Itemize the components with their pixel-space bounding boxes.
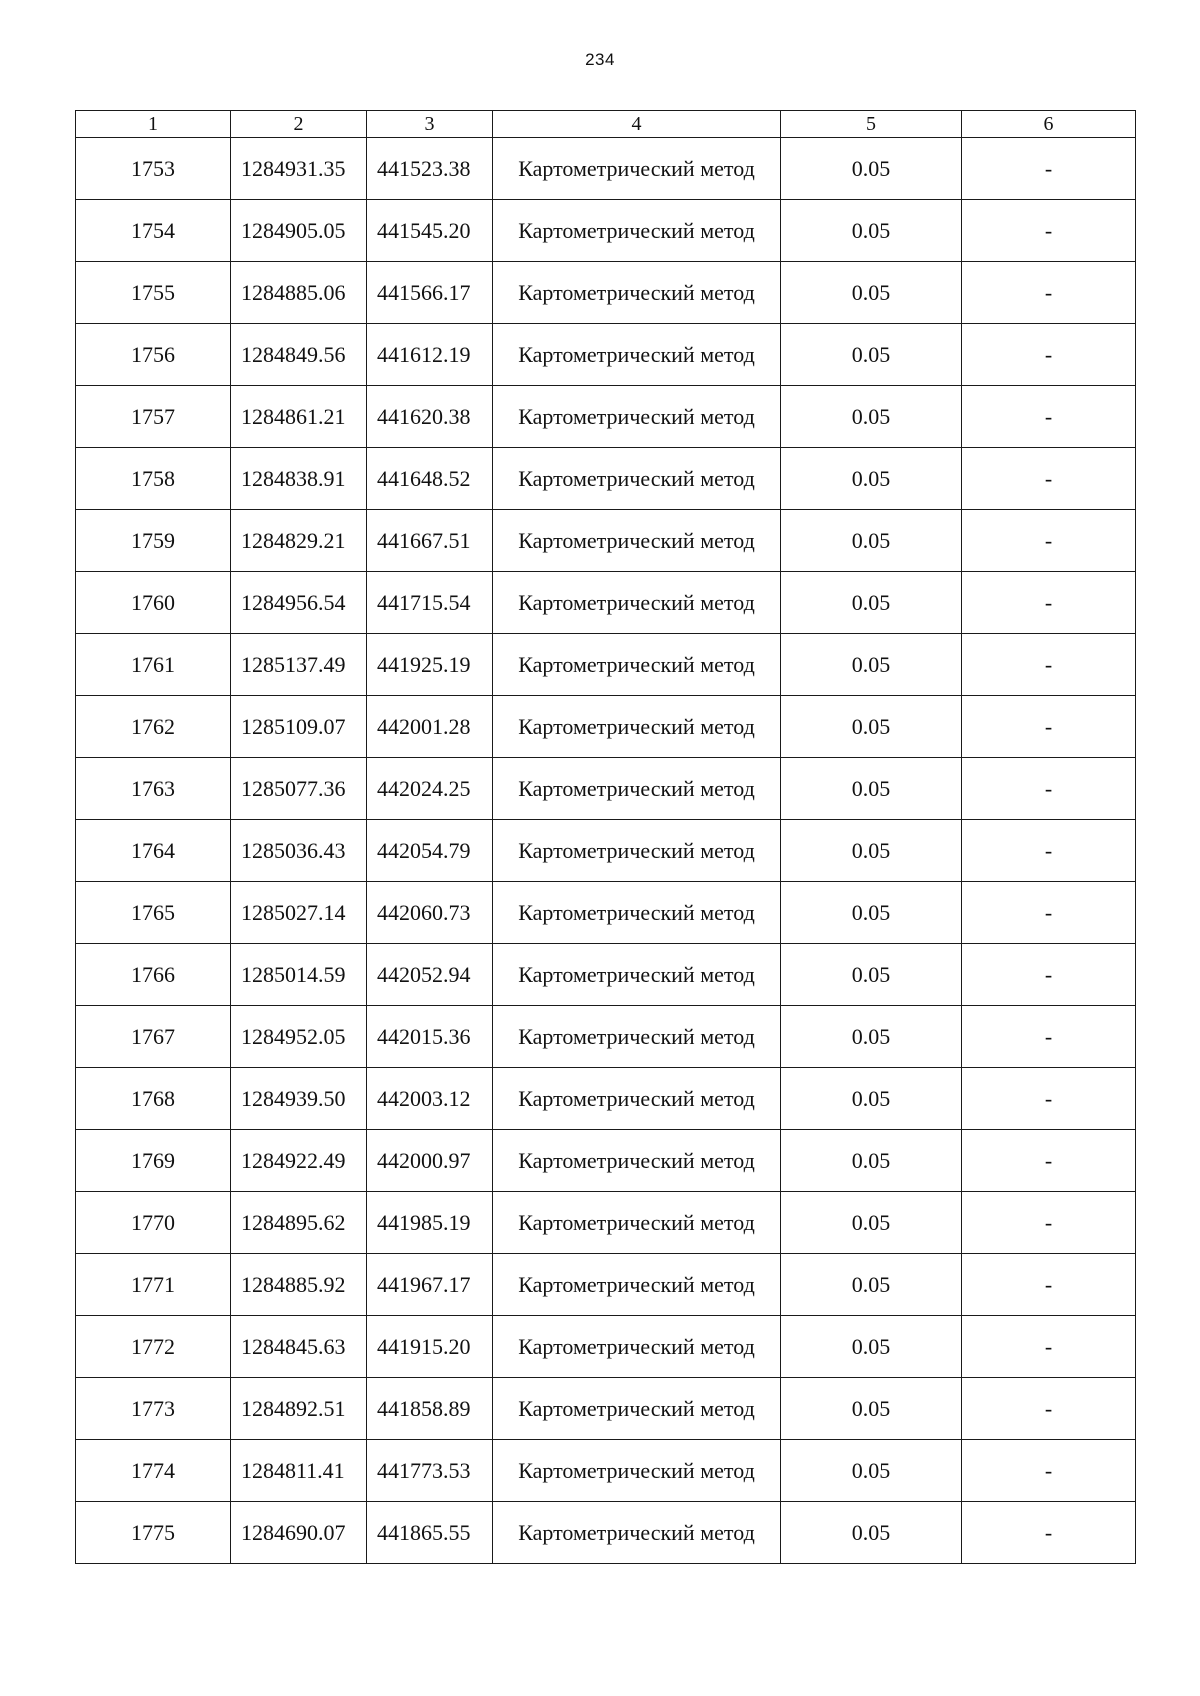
method-cell: Картометрический метод (493, 386, 781, 448)
accuracy-cell: 0.05 (781, 758, 962, 820)
point-number-cell: 1771 (76, 1254, 231, 1316)
note-cell: - (962, 386, 1136, 448)
x-coordinate-cell: 1284895.62 (231, 1192, 367, 1254)
y-coordinate-cell: 441773.53 (367, 1440, 493, 1502)
table-row (76, 758, 1136, 820)
point-number-cell: 1753 (76, 138, 231, 200)
method-cell: Картометрический метод (493, 696, 781, 758)
point-number-cell: 1766 (76, 944, 231, 1006)
y-coordinate-cell: 441545.20 (367, 200, 493, 262)
table-row (76, 696, 1136, 758)
note-cell: - (962, 696, 1136, 758)
note-cell: - (962, 572, 1136, 634)
accuracy-cell: 0.05 (781, 510, 962, 572)
column-header-2: 2 (231, 111, 367, 138)
method-cell: Картометрический метод (493, 1316, 781, 1378)
table-row (76, 1378, 1136, 1440)
note-cell: - (962, 1378, 1136, 1440)
note-cell: - (962, 882, 1136, 944)
table-row (76, 1440, 1136, 1502)
y-coordinate-cell: 441985.19 (367, 1192, 493, 1254)
x-coordinate-cell: 1285036.43 (231, 820, 367, 882)
y-coordinate-cell: 442015.36 (367, 1006, 493, 1068)
y-coordinate-cell: 441620.38 (367, 386, 493, 448)
method-cell: Картометрический метод (493, 324, 781, 386)
note-cell: - (962, 758, 1136, 820)
y-coordinate-cell: 442003.12 (367, 1068, 493, 1130)
y-coordinate-cell: 441865.55 (367, 1502, 493, 1564)
table-row (76, 1130, 1136, 1192)
method-cell: Картометрический метод (493, 1130, 781, 1192)
point-number-cell: 1756 (76, 324, 231, 386)
table-row (76, 386, 1136, 448)
table-row (76, 1192, 1136, 1254)
y-coordinate-cell: 442024.25 (367, 758, 493, 820)
table-row (76, 200, 1136, 262)
accuracy-cell: 0.05 (781, 1502, 962, 1564)
accuracy-cell: 0.05 (781, 696, 962, 758)
note-cell: - (962, 324, 1136, 386)
note-cell: - (962, 1316, 1136, 1378)
table-row (76, 324, 1136, 386)
y-coordinate-cell: 441523.38 (367, 138, 493, 200)
method-cell: Картометрический метод (493, 1254, 781, 1316)
x-coordinate-cell: 1284885.06 (231, 262, 367, 324)
point-number-cell: 1773 (76, 1378, 231, 1440)
method-cell: Картометрический метод (493, 200, 781, 262)
method-cell: Картометрический метод (493, 1378, 781, 1440)
accuracy-cell: 0.05 (781, 944, 962, 1006)
accuracy-cell: 0.05 (781, 1316, 962, 1378)
point-number-cell: 1764 (76, 820, 231, 882)
point-number-cell: 1767 (76, 1006, 231, 1068)
point-number-cell: 1765 (76, 882, 231, 944)
table-row (76, 1068, 1136, 1130)
x-coordinate-cell: 1284829.21 (231, 510, 367, 572)
y-coordinate-cell: 442060.73 (367, 882, 493, 944)
accuracy-cell: 0.05 (781, 262, 962, 324)
point-number-cell: 1759 (76, 510, 231, 572)
note-cell: - (962, 448, 1136, 510)
accuracy-cell: 0.05 (781, 138, 962, 200)
note-cell: - (962, 200, 1136, 262)
y-coordinate-cell: 441925.19 (367, 634, 493, 696)
y-coordinate-cell: 441612.19 (367, 324, 493, 386)
note-cell: - (962, 1254, 1136, 1316)
accuracy-cell: 0.05 (781, 1006, 962, 1068)
note-cell: - (962, 944, 1136, 1006)
y-coordinate-cell: 441648.52 (367, 448, 493, 510)
method-cell: Картометрический метод (493, 820, 781, 882)
method-cell: Картометрический метод (493, 1192, 781, 1254)
x-coordinate-cell: 1284931.35 (231, 138, 367, 200)
table-header (76, 111, 1136, 138)
point-number-cell: 1768 (76, 1068, 231, 1130)
point-number-cell: 1754 (76, 200, 231, 262)
x-coordinate-cell: 1285137.49 (231, 634, 367, 696)
table-row (76, 1502, 1136, 1564)
x-coordinate-cell: 1285077.36 (231, 758, 367, 820)
table-row (76, 572, 1136, 634)
x-coordinate-cell: 1285109.07 (231, 696, 367, 758)
point-number-cell: 1760 (76, 572, 231, 634)
y-coordinate-cell: 442052.94 (367, 944, 493, 1006)
point-number-cell: 1762 (76, 696, 231, 758)
point-number-cell: 1774 (76, 1440, 231, 1502)
note-cell: - (962, 1440, 1136, 1502)
method-cell: Картометрический метод (493, 510, 781, 572)
method-cell: Картометрический метод (493, 758, 781, 820)
column-header-1: 1 (76, 111, 231, 138)
page-number: 234 (585, 50, 615, 69)
point-number-cell: 1755 (76, 262, 231, 324)
table-row (76, 1006, 1136, 1068)
method-cell: Картометрический метод (493, 634, 781, 696)
accuracy-cell: 0.05 (781, 1254, 962, 1316)
x-coordinate-cell: 1285027.14 (231, 882, 367, 944)
note-cell: - (962, 820, 1136, 882)
note-cell: - (962, 1130, 1136, 1192)
table-body (76, 138, 1136, 1564)
method-cell: Картометрический метод (493, 448, 781, 510)
note-cell: - (962, 510, 1136, 572)
y-coordinate-cell: 441667.51 (367, 510, 493, 572)
method-cell: Картометрический метод (493, 262, 781, 324)
method-cell: Картометрический метод (493, 1068, 781, 1130)
y-coordinate-cell: 442054.79 (367, 820, 493, 882)
method-cell: Картометрический метод (493, 944, 781, 1006)
x-coordinate-cell: 1284905.05 (231, 200, 367, 262)
table-row (76, 882, 1136, 944)
accuracy-cell: 0.05 (781, 386, 962, 448)
x-coordinate-cell: 1284861.21 (231, 386, 367, 448)
x-coordinate-cell: 1284690.07 (231, 1502, 367, 1564)
table-row (76, 944, 1136, 1006)
point-number-cell: 1758 (76, 448, 231, 510)
accuracy-cell: 0.05 (781, 1378, 962, 1440)
y-coordinate-cell: 442000.97 (367, 1130, 493, 1192)
accuracy-cell: 0.05 (781, 572, 962, 634)
coordinates-table (75, 110, 1136, 1564)
column-header-6: 6 (962, 111, 1136, 138)
note-cell: - (962, 138, 1136, 200)
note-cell: - (962, 1068, 1136, 1130)
accuracy-cell: 0.05 (781, 1440, 962, 1502)
x-coordinate-cell: 1284849.56 (231, 324, 367, 386)
accuracy-cell: 0.05 (781, 882, 962, 944)
header-row (76, 111, 1136, 138)
y-coordinate-cell: 441915.20 (367, 1316, 493, 1378)
note-cell: - (962, 1192, 1136, 1254)
accuracy-cell: 0.05 (781, 1068, 962, 1130)
accuracy-cell: 0.05 (781, 324, 962, 386)
accuracy-cell: 0.05 (781, 634, 962, 696)
x-coordinate-cell: 1284892.51 (231, 1378, 367, 1440)
point-number-cell: 1769 (76, 1130, 231, 1192)
table-row (76, 510, 1136, 572)
column-header-3: 3 (367, 111, 493, 138)
accuracy-cell: 0.05 (781, 448, 962, 510)
x-coordinate-cell: 1284811.41 (231, 1440, 367, 1502)
x-coordinate-cell: 1284885.92 (231, 1254, 367, 1316)
table-row (76, 138, 1136, 200)
table-row (76, 820, 1136, 882)
y-coordinate-cell: 441715.54 (367, 572, 493, 634)
accuracy-cell: 0.05 (781, 1192, 962, 1254)
note-cell: - (962, 262, 1136, 324)
column-header-5: 5 (781, 111, 962, 138)
accuracy-cell: 0.05 (781, 820, 962, 882)
column-header-4: 4 (493, 111, 781, 138)
x-coordinate-cell: 1284922.49 (231, 1130, 367, 1192)
note-cell: - (962, 1502, 1136, 1564)
method-cell: Картометрический метод (493, 1440, 781, 1502)
accuracy-cell: 0.05 (781, 1130, 962, 1192)
table-row (76, 262, 1136, 324)
point-number-cell: 1763 (76, 758, 231, 820)
x-coordinate-cell: 1284845.63 (231, 1316, 367, 1378)
method-cell: Картометрический метод (493, 138, 781, 200)
note-cell: - (962, 1006, 1136, 1068)
accuracy-cell: 0.05 (781, 200, 962, 262)
y-coordinate-cell: 441858.89 (367, 1378, 493, 1440)
x-coordinate-cell: 1284939.50 (231, 1068, 367, 1130)
table-row (76, 1316, 1136, 1378)
x-coordinate-cell: 1284956.54 (231, 572, 367, 634)
point-number-cell: 1775 (76, 1502, 231, 1564)
y-coordinate-cell: 441967.17 (367, 1254, 493, 1316)
point-number-cell: 1770 (76, 1192, 231, 1254)
y-coordinate-cell: 441566.17 (367, 262, 493, 324)
method-cell: Картометрический метод (493, 1006, 781, 1068)
y-coordinate-cell: 442001.28 (367, 696, 493, 758)
table-row (76, 1254, 1136, 1316)
table-row (76, 448, 1136, 510)
note-cell: - (962, 634, 1136, 696)
x-coordinate-cell: 1284952.05 (231, 1006, 367, 1068)
x-coordinate-cell: 1284838.91 (231, 448, 367, 510)
point-number-cell: 1772 (76, 1316, 231, 1378)
method-cell: Картометрический метод (493, 1502, 781, 1564)
point-number-cell: 1757 (76, 386, 231, 448)
method-cell: Картометрический метод (493, 882, 781, 944)
point-number-cell: 1761 (76, 634, 231, 696)
x-coordinate-cell: 1285014.59 (231, 944, 367, 1006)
method-cell: Картометрический метод (493, 572, 781, 634)
table-row (76, 634, 1136, 696)
